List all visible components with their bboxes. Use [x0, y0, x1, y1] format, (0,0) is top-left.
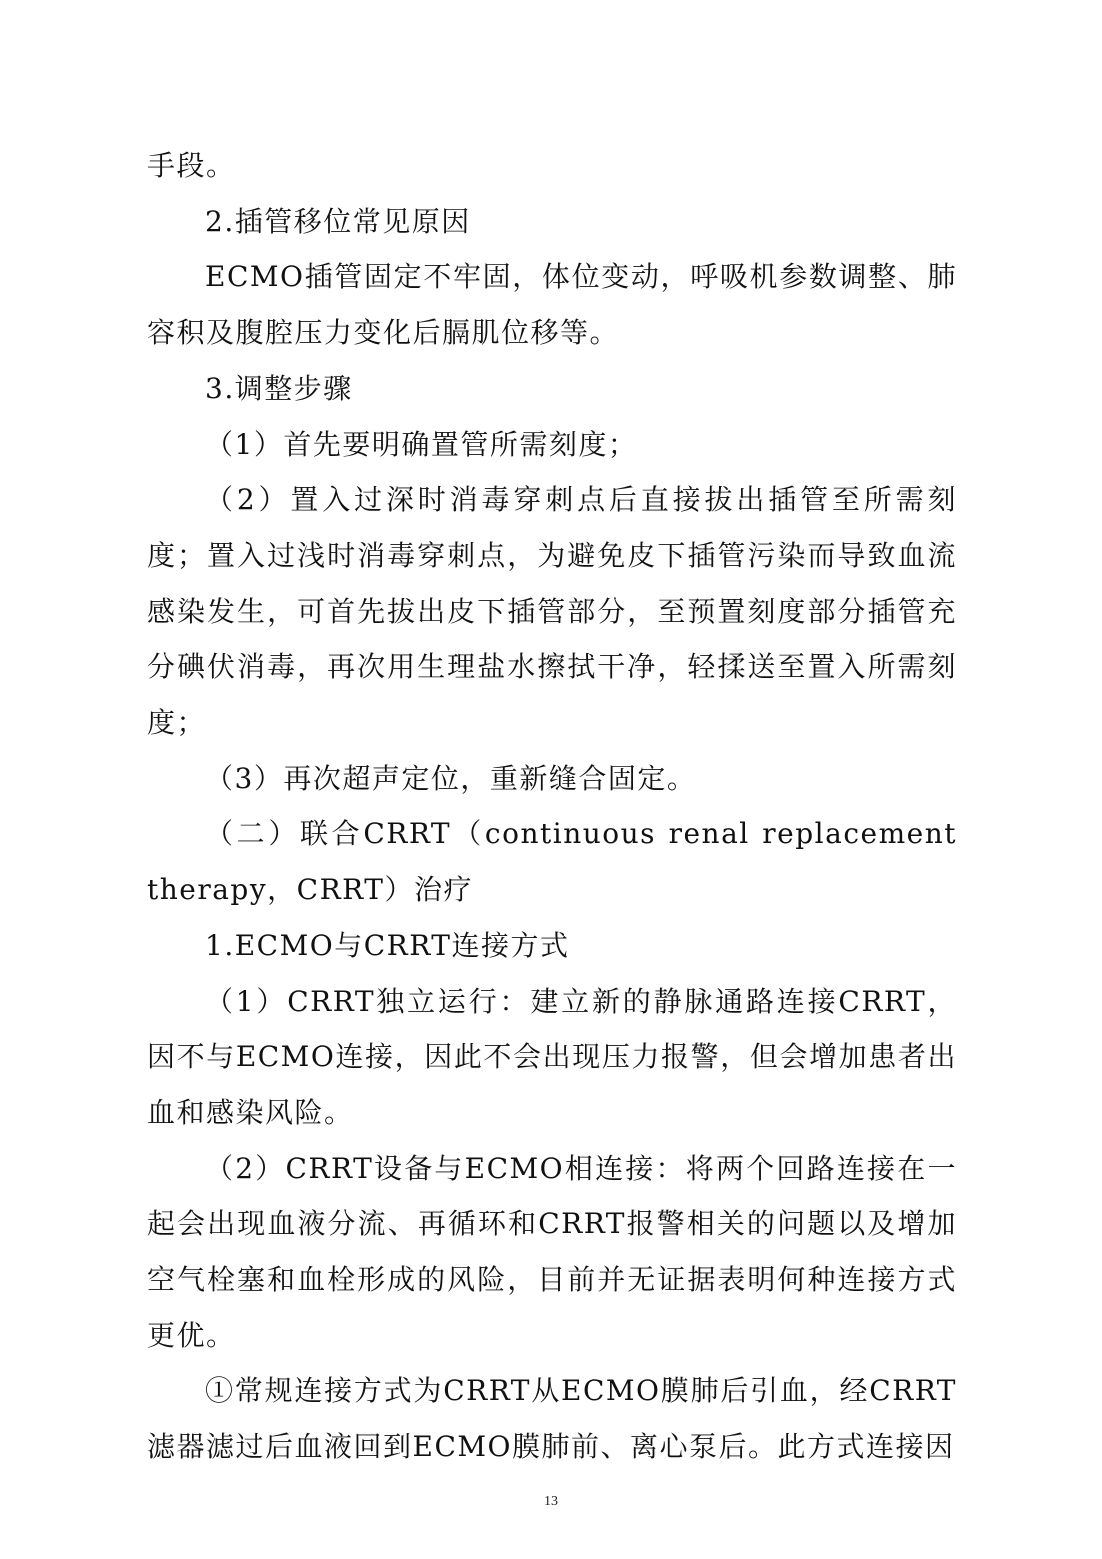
document-body	[147, 138, 957, 1475]
section-heading: 1.ECMO与CRRT连接方式	[205, 928, 570, 962]
list-item: （1）CRRT独立运行：建立新的静脉通路连接CRRT，因不与ECMO连接，因此不会出现压力报警，但会增加患者出血和感染风险。	[147, 984, 957, 1129]
section-heading: （二）联合CRRT（continuous renal replacement therapy，CRRT）治疗	[147, 817, 957, 907]
paragraph: 手段。	[147, 149, 236, 182]
page-number: 13	[544, 1494, 558, 1509]
list-item: ①常规连接方式为CRRT从ECMO膜肺后引血，经CRRT滤器滤过后血液回到ECMO膜肺前、离心泵后。此方式连接因	[147, 1374, 957, 1464]
list-item: （2）CRRT设备与ECMO相连接：将两个回路连接在一起会出现血液分流、再循环和CRRT报警相关的问题以及增加空气栓塞和血栓形成的风险，目前并无证据表明何种连接方式更优。	[147, 1151, 957, 1352]
list-item: （3）再次超声定位，重新缝合固定。	[205, 761, 697, 795]
list-item: （2）置入过深时消毒穿刺点后直接拔出插管至所需刻度；置入过浅时消毒穿刺点，为避免皮下插管污染而导致血流感染发生，可首先拔出皮下插管部分，至预置刻度部分插管充分碘伏消毒，再次用生理盐水擦拭干净，轻揉送至置入所需刻度；	[147, 483, 957, 740]
section-heading: 3.调整步骤	[205, 371, 353, 405]
section-heading: 2.插管移位常见原因	[205, 204, 471, 238]
paragraph: ECMO插管固定不牢固，体位变动，呼吸机参数调整、肺容积及腹腔压力变化后膈肌位移等。	[147, 260, 957, 350]
list-item: （1）首先要明确置管所需刻度；	[205, 427, 638, 461]
